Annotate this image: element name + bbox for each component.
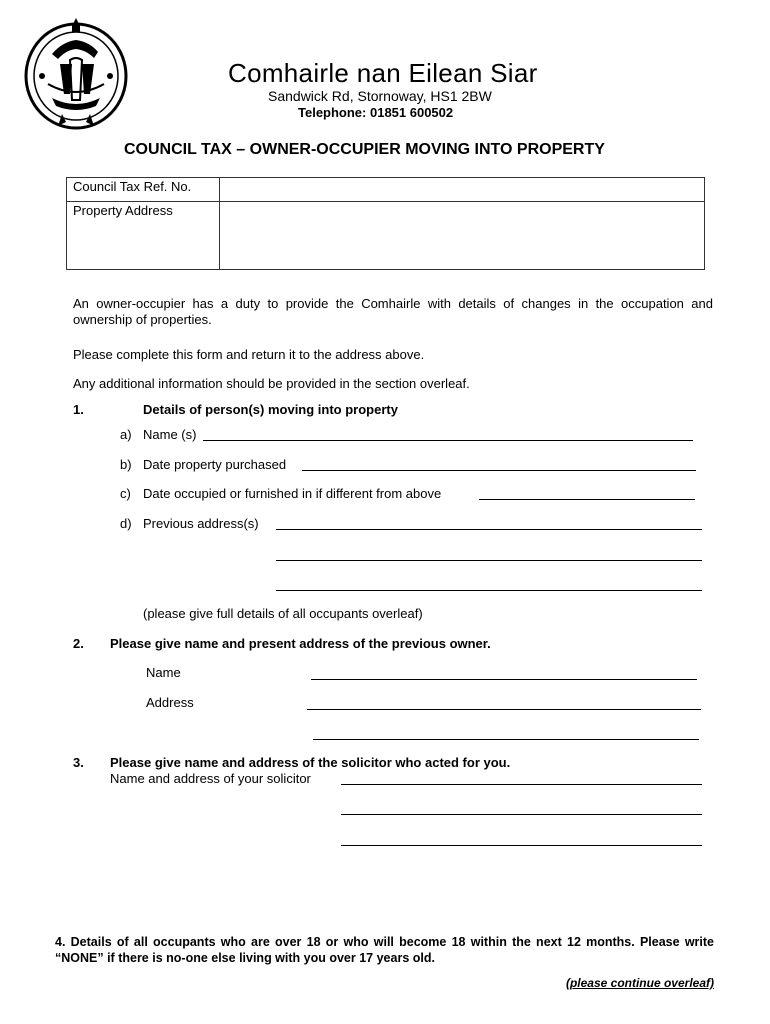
name-label: Name (s) — [143, 427, 197, 442]
council-crest-logo — [22, 14, 134, 132]
date-purchased-label: Date property purchased — [143, 457, 287, 472]
reference-table — [66, 177, 705, 270]
previous-address-input-line-1[interactable] — [276, 529, 702, 530]
section1-number: 1. — [73, 402, 84, 417]
section2-title: Please give name and present address of the previous owner. — [110, 636, 491, 651]
section2-number: 2. — [73, 636, 84, 651]
previous-address-input-line-2[interactable] — [276, 560, 702, 561]
solicitor-label: Name and address of your solicitor — [110, 771, 311, 786]
section1-a-letter: a) — [120, 427, 132, 442]
date-occupied-input-line[interactable] — [479, 499, 695, 500]
section3-title: Please give name and address of the solicitor who acted for you. — [110, 755, 511, 770]
previous-address-input-line-3[interactable] — [276, 590, 702, 591]
occupants-note: (please give full details of all occupants overleaf) — [143, 606, 423, 621]
org-address: Sandwick Rd, Stornoway, HS1 2BW — [268, 88, 492, 104]
name-input-line[interactable] — [203, 440, 693, 441]
solicitor-input-line-2[interactable] — [341, 814, 702, 815]
intro-additional-text: Any additional information should be provided in the section overleaf. — [73, 376, 470, 391]
date-purchased-input-line[interactable] — [302, 470, 696, 471]
previous-owner-name-label: Name — [146, 665, 181, 680]
intro-complete-text: Please complete this form and return it to the address above. — [73, 347, 425, 362]
org-name: Comhairle nan Eilean Siar — [228, 58, 538, 88]
continue-overleaf-note: (please continue overleaf) — [565, 976, 714, 990]
previous-owner-address-input-line-2[interactable] — [313, 739, 699, 740]
intro-duty-paragraph: An owner-occupier has a duty to provide the Comhairle with details of changes in the occupation and ownership of properties. — [73, 296, 713, 327]
org-telephone: Telephone: 01851 600502 — [298, 105, 454, 120]
solicitor-input-line-1[interactable] — [341, 784, 702, 785]
section1-title: Details of person(s) moving into property — [143, 402, 398, 417]
section3-number: 3. — [73, 755, 84, 770]
property-address-label: Property Address — [67, 202, 220, 270]
section1-d-letter: d) — [120, 516, 132, 531]
property-address-input-cell[interactable] — [220, 202, 705, 270]
ref-input-cell[interactable] — [220, 178, 705, 202]
section1-c-letter: c) — [120, 486, 131, 501]
previous-address-label: Previous address(s) — [143, 516, 259, 531]
previous-owner-address-label: Address — [146, 695, 194, 710]
ref-label: Council Tax Ref. No. — [67, 178, 220, 202]
section4-instructions: 4. Details of all occupants who are over 18 or who will become 18 within the next 12 months. Please write “NONE” if there is no-one else living with you over 17 years old. — [55, 935, 714, 965]
previous-owner-name-input-line[interactable] — [311, 679, 697, 680]
section1-b-letter: b) — [120, 457, 132, 472]
form-title: COUNCIL TAX – OWNER-OCCUPIER MOVING INTO PROPERTY — [124, 141, 605, 158]
solicitor-input-line-3[interactable] — [341, 845, 702, 846]
previous-owner-address-input-line-1[interactable] — [307, 709, 701, 710]
date-occupied-label: Date occupied or furnished in if different from above — [143, 486, 442, 501]
